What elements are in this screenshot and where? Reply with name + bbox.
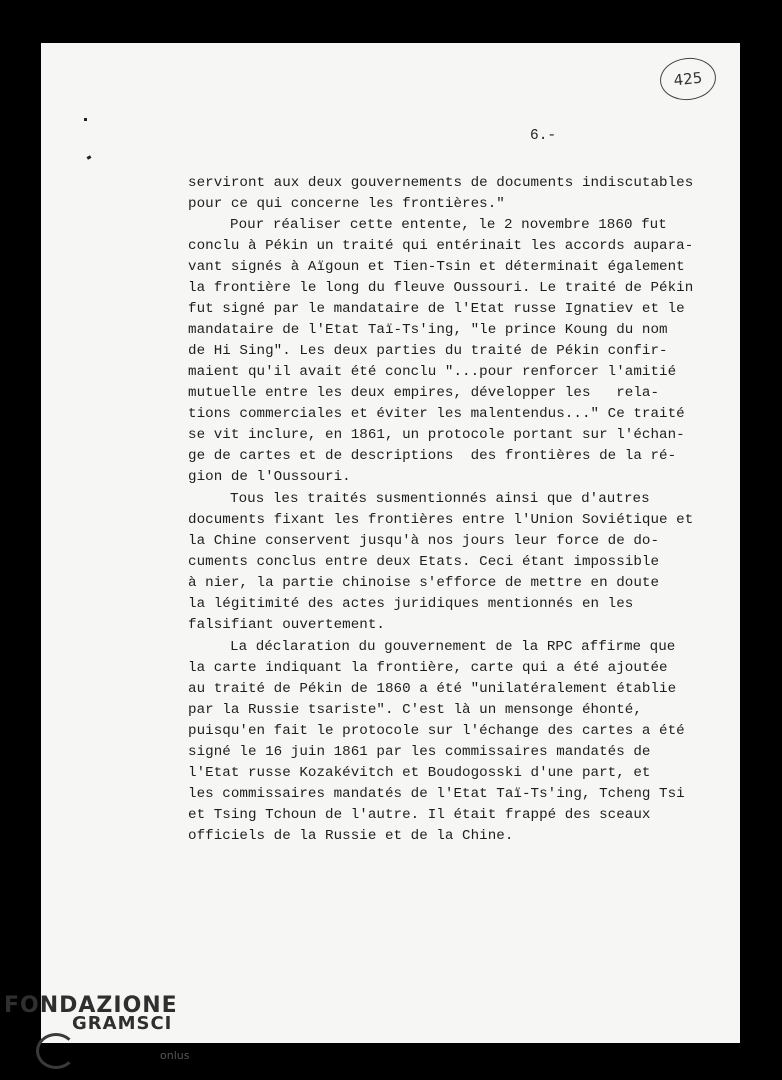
archive-number: 425 [672,68,704,90]
text-line: l'Etat russe Kozakévitch et Boudogosski d'une part, et [188,765,651,781]
text-line: au traité de Pékin de 1860 a été "unilatéralement établie [188,681,677,697]
text-line: et Tsing Tchoun de l'autre. Il était frappé des sceaux [188,807,651,823]
watermark-line1: FONDAZIONE [4,993,178,1018]
text-line: mutuelle entre les deux empires, développer les rela- [188,385,660,401]
text-line: gion de l'Oussouri. [188,469,351,485]
text-line: tions commerciales et éviter les malentendus..." Ce traité [188,406,685,422]
text-line: signé le 16 juin 1861 par les commissaires mandatés de [188,744,651,760]
text-line: ge de cartes et de descriptions des frontières de la ré- [188,448,677,464]
text-line: les commissaires mandatés de l'Etat Taï-Ts'ing, Tcheng Tsi [188,786,685,802]
text-line: la légitimité des actes juridiques mentionnés en les [188,596,634,612]
text-line: par la Russie tsariste". C'est là un mensonge éhonté, [188,702,642,718]
text-line: fut signé par le mandataire de l'Etat russe Ignatiev et le [188,301,685,317]
page-number: 6.- [530,128,557,144]
text-line: à nier, la partie chinoise s'efforce de mettre en doute [188,575,660,591]
text-line: serviront aux deux gouvernements de documents indiscutables [188,175,694,191]
watermark-line2: GRAMSCI [72,1013,173,1034]
text-line: Tous les traités susmentionnés ainsi que d'autres [230,491,650,507]
text-line: Pour réaliser cette entente, le 2 novembre 1860 fut [230,217,667,233]
text-line: la Chine conservent jusqu'à nos jours leur force de do- [188,533,660,549]
text-line: documents fixant les frontières entre l'Union Soviétique et [188,512,694,528]
margin-mark [84,118,87,121]
text-line: puisqu'en fait le protocole sur l'échange des cartes a été [188,723,685,739]
text-line: falsifiant ouvertement. [188,617,385,633]
text-line: la frontière le long du fleuve Oussouri. Le traité de Pékin [188,280,694,296]
text-line: de Hi Sing". Les deux parties du traité de Pékin confir- [188,343,668,359]
text-line: vant signés à Aïgoun et Tien-Tsin et déterminait également [188,259,685,275]
fondazione-gramsci-watermark [2,993,202,1063]
watermark-suffix: onlus [160,1049,190,1062]
text-line: se vit inclure, en 1861, un protocole portant sur l'échan- [188,427,685,443]
text-line: La déclaration du gouvernement de la RPC affirme que [230,639,676,655]
text-line: conclu à Pékin un traité qui entérinait les accords aupara- [188,238,694,254]
watermark-logo-icon [36,1033,76,1069]
text-line: mandataire de l'Etat Taï-Ts'ing, "le prince Koung du nom [188,322,668,338]
text-line: la carte indiquant la frontière, carte qui a été ajoutée [188,660,668,676]
text-line: cuments conclus entre deux Etats. Ceci étant impossible [188,554,660,570]
text-line: pour ce qui concerne les frontières." [188,196,505,212]
text-line: maient qu'il avait été conclu "...pour renforcer l'amitié [188,364,677,380]
text-line: officiels de la Russie et de la Chine. [188,828,514,844]
